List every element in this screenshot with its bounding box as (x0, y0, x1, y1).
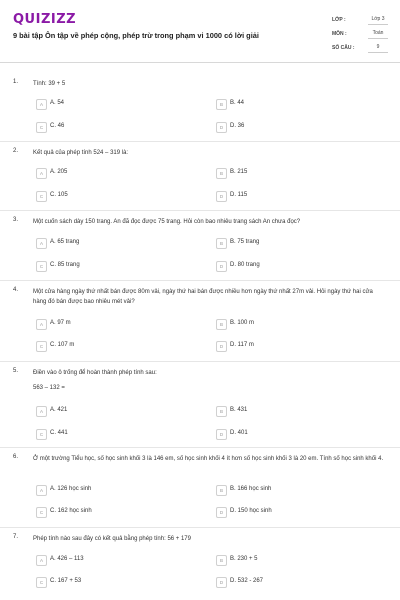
option-key: C (36, 429, 47, 440)
answer-option-b[interactable] (216, 238, 386, 250)
answer-option-a[interactable] (36, 319, 206, 331)
option-text: D. 401 (230, 430, 248, 436)
question-number: 3. (13, 217, 19, 223)
option-key: D (216, 341, 227, 352)
answer-option-d[interactable] (216, 507, 386, 519)
answer-option-d[interactable] (216, 261, 386, 273)
option-text: C. 167 + 53 (50, 578, 82, 584)
meta-value: Toán (368, 28, 388, 39)
meta-label: LỚP : (332, 17, 346, 23)
question-divider (0, 361, 400, 362)
meta-label: MÔN : (332, 31, 347, 37)
option-key: D (216, 122, 227, 133)
meta-label: SỐ CÂU : (332, 45, 355, 51)
question-number: 1. (13, 79, 19, 85)
option-text: B. 431 (230, 407, 248, 413)
answer-option-b[interactable] (216, 99, 386, 111)
option-key: A (36, 319, 47, 330)
answer-option-c[interactable] (36, 191, 206, 203)
answer-option-d[interactable] (216, 429, 386, 441)
question-text: Tính: 39 + 5 (33, 81, 66, 87)
option-text: C. 162 học sinh (50, 508, 92, 514)
answer-option-c[interactable] (36, 429, 206, 441)
option-key: C (36, 122, 47, 133)
option-key: A (36, 238, 47, 249)
option-key: C (36, 507, 47, 518)
answer-option-c[interactable] (36, 507, 206, 519)
option-key: A (36, 406, 47, 417)
question-number: 4. (13, 287, 19, 293)
option-key: D (216, 507, 227, 518)
option-key: D (216, 577, 227, 588)
question-number: 6. (13, 454, 19, 460)
option-key: C (36, 341, 47, 352)
worksheet-title: 9 bài tập Ôn tập về phép cộng, phép trừ trong phạm vi 1000 có lời giải (13, 31, 259, 40)
option-key: C (36, 191, 47, 202)
option-text: D. 117 m (230, 342, 254, 348)
question-divider (0, 280, 400, 281)
option-text: B. 166 học sinh (230, 486, 272, 492)
option-text: D. 80 trang (230, 262, 260, 268)
option-text: A. 65 trang (50, 239, 80, 245)
answer-option-a[interactable] (36, 99, 206, 111)
answer-option-b[interactable] (216, 485, 386, 497)
question-expression: 563 – 132 = (33, 385, 65, 391)
answer-option-a[interactable] (36, 555, 206, 567)
option-key: B (216, 555, 227, 566)
answer-option-a[interactable] (36, 238, 206, 250)
option-text: A. 97 m (50, 320, 71, 326)
quizizz-logo: QUIZIZZ (13, 12, 77, 27)
meta-value: 9 (368, 42, 388, 53)
question-number: 7. (13, 534, 19, 540)
question-text: Một cửa hàng ngày thứ nhất bán được 80m vải, ngày thứ hai bán được nhiều hơn ngày thứ nhất 27m vải. Hỏi ngày thứ hai cửa hàng đó bán được bao nhiêu mét vải? (33, 289, 373, 305)
option-text: D. 36 (230, 123, 245, 129)
answer-option-a[interactable] (36, 485, 206, 497)
question-text: Một cuốn sách dày 150 trang. An đã đọc được 75 trang. Hỏi còn bao nhiêu trang sách An chưa đọc? (33, 219, 301, 225)
answer-option-b[interactable] (216, 319, 386, 331)
option-key: A (36, 168, 47, 179)
question-divider (0, 210, 400, 211)
question-divider (0, 447, 400, 448)
option-text: B. 215 (230, 169, 248, 175)
option-text: B. 230 + 5 (230, 556, 258, 562)
option-text: D. 150 học sinh (230, 508, 272, 514)
question-divider (0, 141, 400, 142)
option-key: A (36, 485, 47, 496)
question-number: 2. (13, 148, 19, 154)
answer-option-b[interactable] (216, 555, 386, 567)
option-text: B. 100 m (230, 320, 255, 326)
question-divider (0, 527, 400, 528)
answer-option-d[interactable] (216, 341, 386, 353)
option-key: B (216, 238, 227, 249)
option-text: A. 54 (50, 100, 65, 106)
option-text: B. 44 (230, 100, 245, 106)
answer-option-c[interactable] (36, 341, 206, 353)
option-text: D. 532 - 267 (230, 578, 264, 584)
answer-option-a[interactable] (36, 168, 206, 180)
option-key: D (216, 191, 227, 202)
option-key: C (36, 577, 47, 588)
question-text: Điền vào ô trống để hoàn thành phép tính sau: (33, 370, 157, 376)
option-key: A (36, 99, 47, 110)
question-text: Ở một trường Tiểu học, số học sinh khối 3 là 146 em, số học sinh khối 4 ít hơn số học sinh khối 3 là 20 em. Tính số học sinh khối 4. (33, 456, 384, 462)
question-text: Phép tính nào sau đây có kết quả bằng phép tính: 56 + 179 (33, 536, 191, 542)
answer-option-c[interactable] (36, 577, 206, 589)
option-text: D. 115 (230, 192, 248, 198)
option-text: C. 105 (50, 192, 68, 198)
answer-option-c[interactable] (36, 261, 206, 273)
option-key: B (216, 99, 227, 110)
option-text: C. 441 (50, 430, 68, 436)
answer-option-b[interactable] (216, 406, 386, 418)
option-key: B (216, 168, 227, 179)
option-text: C. 107 m (50, 342, 75, 348)
answer-option-a[interactable] (36, 406, 206, 418)
option-key: C (36, 261, 47, 272)
answer-option-d[interactable] (216, 191, 386, 203)
option-text: A. 421 (50, 407, 68, 413)
question-number: 5. (13, 368, 19, 374)
option-text: C. 85 trang (50, 262, 80, 268)
answer-option-c[interactable] (36, 122, 206, 134)
answer-option-d[interactable] (216, 122, 386, 134)
option-key: B (216, 406, 227, 417)
option-text: A. 205 (50, 169, 68, 175)
header-divider (0, 62, 400, 63)
option-key: A (36, 555, 47, 566)
answer-option-b[interactable] (216, 168, 386, 180)
option-text: A. 426 – 113 (50, 556, 84, 562)
option-key: D (216, 429, 227, 440)
option-key: D (216, 261, 227, 272)
option-key: B (216, 319, 227, 330)
option-text: A. 126 học sinh (50, 486, 92, 492)
option-text: B. 75 trang (230, 239, 260, 245)
question-text: Kết quả của phép tính 524 – 319 là: (33, 150, 129, 156)
option-text: C. 46 (50, 123, 65, 129)
option-key: B (216, 485, 227, 496)
meta-value: Lớp 3 (368, 14, 388, 25)
answer-option-d[interactable] (216, 577, 386, 589)
